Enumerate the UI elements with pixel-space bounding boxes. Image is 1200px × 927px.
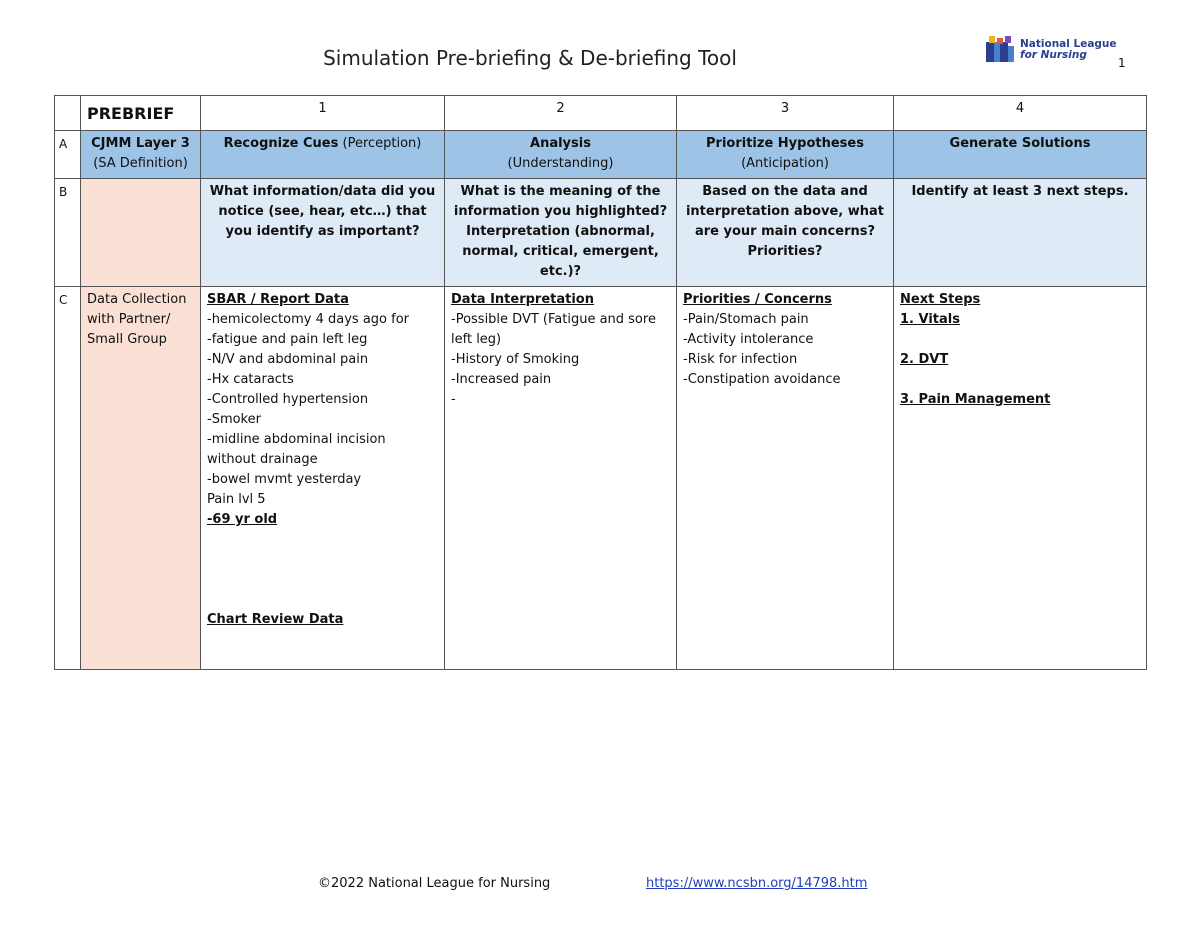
cjmm-layer-label: CJMM Layer 3 — [91, 136, 190, 151]
footer-link[interactable]: https://www.ncsbn.org/14798.htm — [646, 876, 868, 891]
question-hypotheses: Based on the data and interpretation above, what are your main concerns? Priorities? — [677, 179, 894, 287]
list-item: - — [451, 392, 456, 407]
chart-review-heading: Chart Review Data — [207, 612, 344, 627]
list-item: -bowel mvmt yesterday — [207, 472, 362, 487]
footer-copyright: ©2022 National League for Nursing — [318, 876, 551, 891]
page-number: 1 — [1118, 56, 1126, 70]
question-cues: What information/data did you notice (see, hear, etc…) that you identify as important? — [201, 179, 445, 287]
row-letter-a: A — [55, 131, 81, 179]
nln-logo — [984, 36, 1124, 68]
logo-line2: for Nursing — [1020, 49, 1087, 61]
priorities-heading: Priorities / Concerns — [683, 292, 832, 307]
sbar-heading: SBAR / Report Data — [207, 292, 349, 307]
data-interpretation-heading: Data Interpretation — [451, 292, 594, 307]
list-item: -Smoker — [207, 412, 261, 427]
sa-definition-label: (SA Definition) — [93, 156, 188, 171]
cjmm-label-cell — [81, 131, 201, 179]
sbar-report-cell — [201, 287, 445, 670]
list-item: -Pain/Stomach pain — [683, 312, 809, 327]
recognize-cues-header: Recognize Cues (Perception) — [201, 131, 445, 179]
next-steps-cell — [894, 287, 1147, 670]
column-number-3: 3 — [677, 96, 894, 131]
row-b — [55, 179, 1147, 287]
question-analysis: What is the meaning of the information you highlighted? Interpretation (abnormal, normal, critical, emergent, etc.)? — [445, 179, 677, 287]
column-number-4: 4 — [894, 96, 1147, 131]
next-step-2: 2. DVT — [900, 352, 949, 367]
prebrief-label: PREBRIEF — [81, 96, 201, 131]
list-item: -History of Smoking — [451, 352, 580, 367]
prebrief-table — [54, 95, 1147, 670]
row-c — [55, 287, 1147, 670]
list-item: -Hx cataracts — [207, 372, 294, 387]
list-item: -Constipation avoidance — [683, 372, 841, 387]
corner-cell — [55, 96, 81, 131]
data-collection-label: Data Collection with Partner/ Small Group — [81, 287, 201, 670]
priorities-cell — [677, 287, 894, 670]
row-letter-c: C — [55, 287, 81, 670]
logo-line1: National League — [1020, 38, 1117, 50]
list-item: -Controlled hypertension — [207, 392, 369, 407]
next-steps-heading: Next Steps — [900, 292, 981, 307]
list-item: -hemicolectomy 4 days ago for — [207, 312, 410, 327]
list-item: -Activity intolerance — [683, 332, 814, 347]
list-item: -Risk for infection — [683, 352, 798, 367]
column-number-1: 1 — [201, 96, 445, 131]
list-item: -N/V and abdominal pain — [207, 352, 369, 367]
list-item: -fatigue and pain left leg — [207, 332, 368, 347]
analysis-header: Analysis (Understanding) — [445, 131, 677, 179]
list-item: -midline abdominal incision without drainage — [207, 432, 386, 467]
age-item: -69 yr old — [207, 512, 278, 527]
data-interpretation-cell — [445, 287, 677, 670]
header-row — [55, 96, 1147, 131]
column-number-2: 2 — [445, 96, 677, 131]
list-item: Pain lvl 5 — [207, 492, 266, 507]
question-solutions: Identify at least 3 next steps. — [894, 179, 1147, 287]
list-item: -Increased pain — [451, 372, 552, 387]
generate-solutions-header: Generate Solutions — [894, 131, 1147, 179]
next-step-1: 1. Vitals — [900, 312, 960, 327]
prioritize-hypotheses-header: Prioritize Hypotheses (Anticipation) — [677, 131, 894, 179]
row-letter-b: B — [55, 179, 81, 287]
document-title: Simulation Pre-briefing & De-briefing Tool — [323, 46, 737, 70]
list-item: -Possible DVT (Fatigue and sore left leg) — [451, 312, 656, 347]
next-step-3: 3. Pain Management — [900, 392, 1051, 407]
nln-logo-icon — [984, 36, 1018, 66]
row-a — [55, 131, 1147, 179]
row-b-label-cell — [81, 179, 201, 287]
